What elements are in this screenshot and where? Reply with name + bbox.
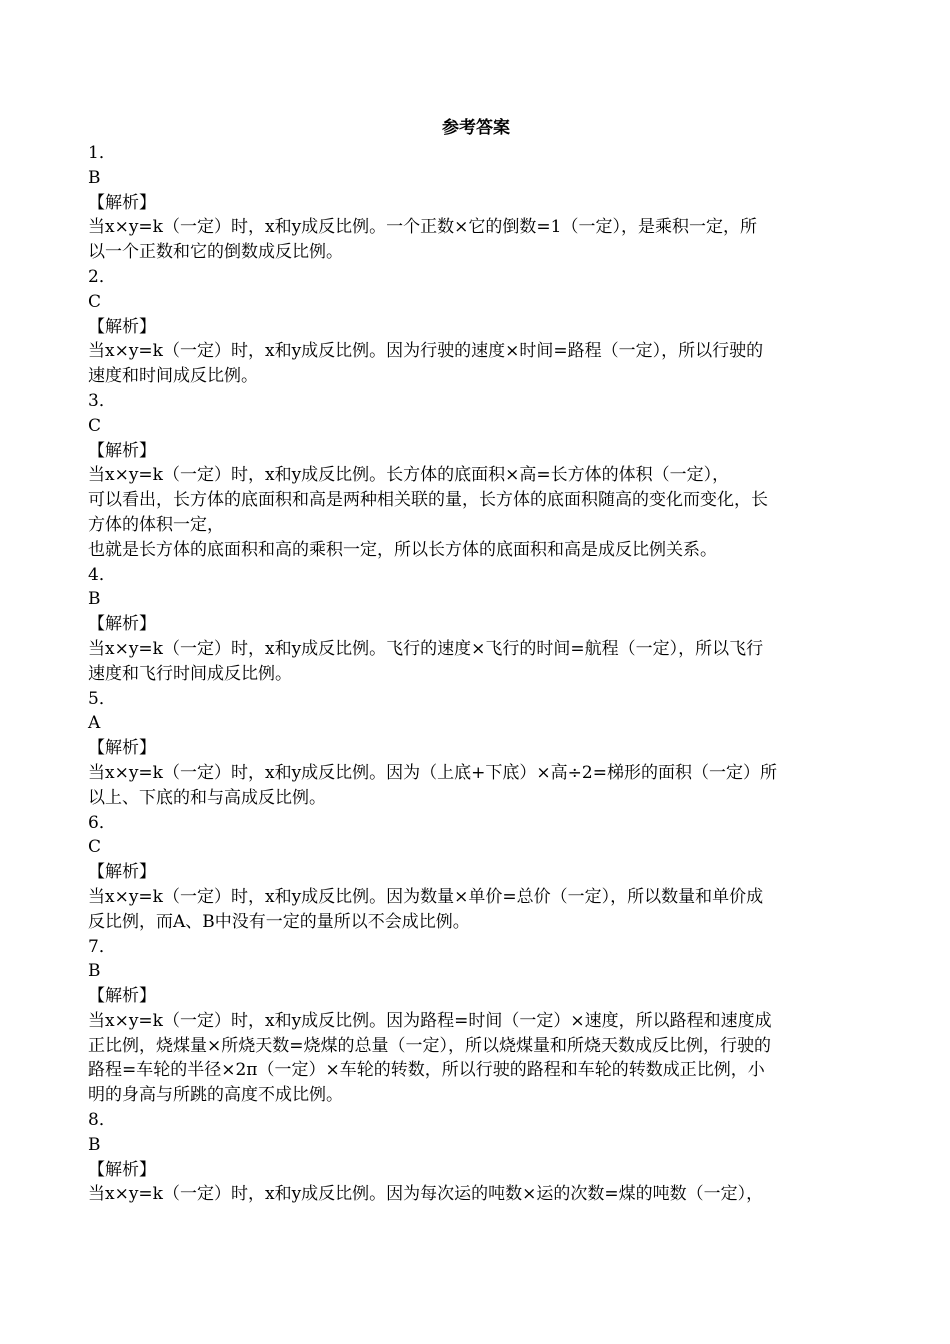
answer-choice: A — [88, 713, 101, 734]
question-number: 3． — [88, 390, 116, 411]
analysis-label: 【解析】 — [88, 986, 156, 1007]
question-number: 7． — [88, 936, 116, 957]
analysis-label: 【解析】 — [88, 192, 156, 213]
analysis-line: 也就是长方体的底面积和高的乘积一定，所以长方体的底面积和高是成反比例关系。 — [88, 539, 717, 560]
analysis-line: 速度和时间成反比例。 — [88, 366, 258, 387]
analysis-text — [88, 463, 864, 562]
analysis-label: 【解析】 — [88, 316, 156, 337]
analysis-line: 速度和飞行时间成反比例。 — [88, 663, 292, 684]
analysis-text — [88, 1009, 864, 1108]
answer-item — [88, 141, 864, 265]
analysis-line: 明的身高与所跳的高度不成比例。 — [88, 1085, 343, 1106]
answer-item — [88, 1108, 864, 1207]
answer-item — [88, 687, 864, 811]
analysis-text — [88, 339, 864, 389]
question-number: 6． — [88, 812, 116, 833]
answer-choice: C — [88, 415, 102, 436]
analysis-label: 【解析】 — [88, 1159, 156, 1180]
answer-choice: B — [88, 961, 101, 982]
question-number: 4． — [88, 564, 116, 585]
analysis-line: 方体的体积一定， — [88, 514, 224, 535]
analysis-text — [88, 215, 864, 265]
analysis-line: 正比例，烧煤量×所烧天数=烧煤的总量（一定），所以烧煤量和所烧天数成反比例，行驶的 — [88, 1035, 771, 1056]
question-number: 2． — [88, 266, 116, 287]
analysis-line: 当x×y=k（一定）时，x和y成反比例。飞行的速度×飞行的时间=航程（一定），所以飞行 — [88, 638, 764, 659]
analysis-line: 当x×y=k（一定）时，x和y成反比例。因为数量×单价=总价（一定），所以数量和单价成 — [88, 886, 764, 907]
answer-choice: C — [88, 291, 102, 312]
analysis-label: 【解析】 — [88, 614, 156, 635]
question-number: 5． — [88, 688, 116, 709]
answer-choice: C — [88, 837, 102, 858]
analysis-line: 可以看出，长方体的底面积和高是两种相关联的量，长方体的底面积随高的变化而变化，长 — [88, 490, 768, 511]
answer-document — [88, 116, 864, 1207]
analysis-line: 反比例，而A、B中没有一定的量所以不会成比例。 — [88, 911, 470, 932]
answer-item — [88, 265, 864, 389]
analysis-text — [88, 637, 864, 687]
analysis-line: 以上、下底的和与高成反比例。 — [88, 787, 326, 808]
analysis-line: 以一个正数和它的倒数成反比例。 — [88, 242, 343, 263]
question-number: 8． — [88, 1110, 116, 1131]
answer-choice: B — [88, 589, 101, 610]
analysis-label: 【解析】 — [88, 862, 156, 883]
answer-item — [88, 563, 864, 687]
analysis-text — [88, 885, 864, 935]
analysis-line: 路程=车轮的半径×2π（一定）×车轮的转数，所以行驶的路程和车轮的转数成正比例，小 — [88, 1060, 765, 1081]
analysis-line: 当x×y=k（一定）时，x和y成反比例。长方体的底面积×高=长方体的体积（一定）， — [88, 465, 730, 486]
analysis-line: 当x×y=k（一定）时，x和y成反比例。因为每次运的吨数×运的次数=煤的吨数（一定）， — [88, 1184, 764, 1205]
analysis-line: 当x×y=k（一定）时，x和y成反比例。因为（上底+下底）×高÷2=梯形的面积（一定）所 — [88, 762, 777, 783]
analysis-line: 当x×y=k（一定）时，x和y成反比例。因为行驶的速度×时间=路程（一定），所以行驶的 — [88, 341, 764, 362]
analysis-label: 【解析】 — [88, 440, 156, 461]
analysis-line: 当x×y=k（一定）时，x和y成反比例。一个正数×它的倒数=1（一定），是乘积一定，所 — [88, 217, 757, 238]
answer-choice: B — [88, 167, 101, 188]
question-number: 1． — [88, 143, 116, 163]
answer-item — [88, 935, 864, 1109]
answer-item — [88, 811, 864, 935]
answer-item — [88, 389, 864, 563]
analysis-label: 【解析】 — [88, 738, 156, 759]
answer-list — [88, 141, 864, 1207]
analysis-text — [88, 1182, 864, 1207]
analysis-line: 当x×y=k（一定）时，x和y成反比例。因为路程=时间（一定）×速度，所以路程和速度成 — [88, 1010, 772, 1031]
analysis-text — [88, 761, 864, 811]
answer-choice: B — [88, 1134, 101, 1155]
page-title: 参考答案 — [442, 118, 510, 138]
